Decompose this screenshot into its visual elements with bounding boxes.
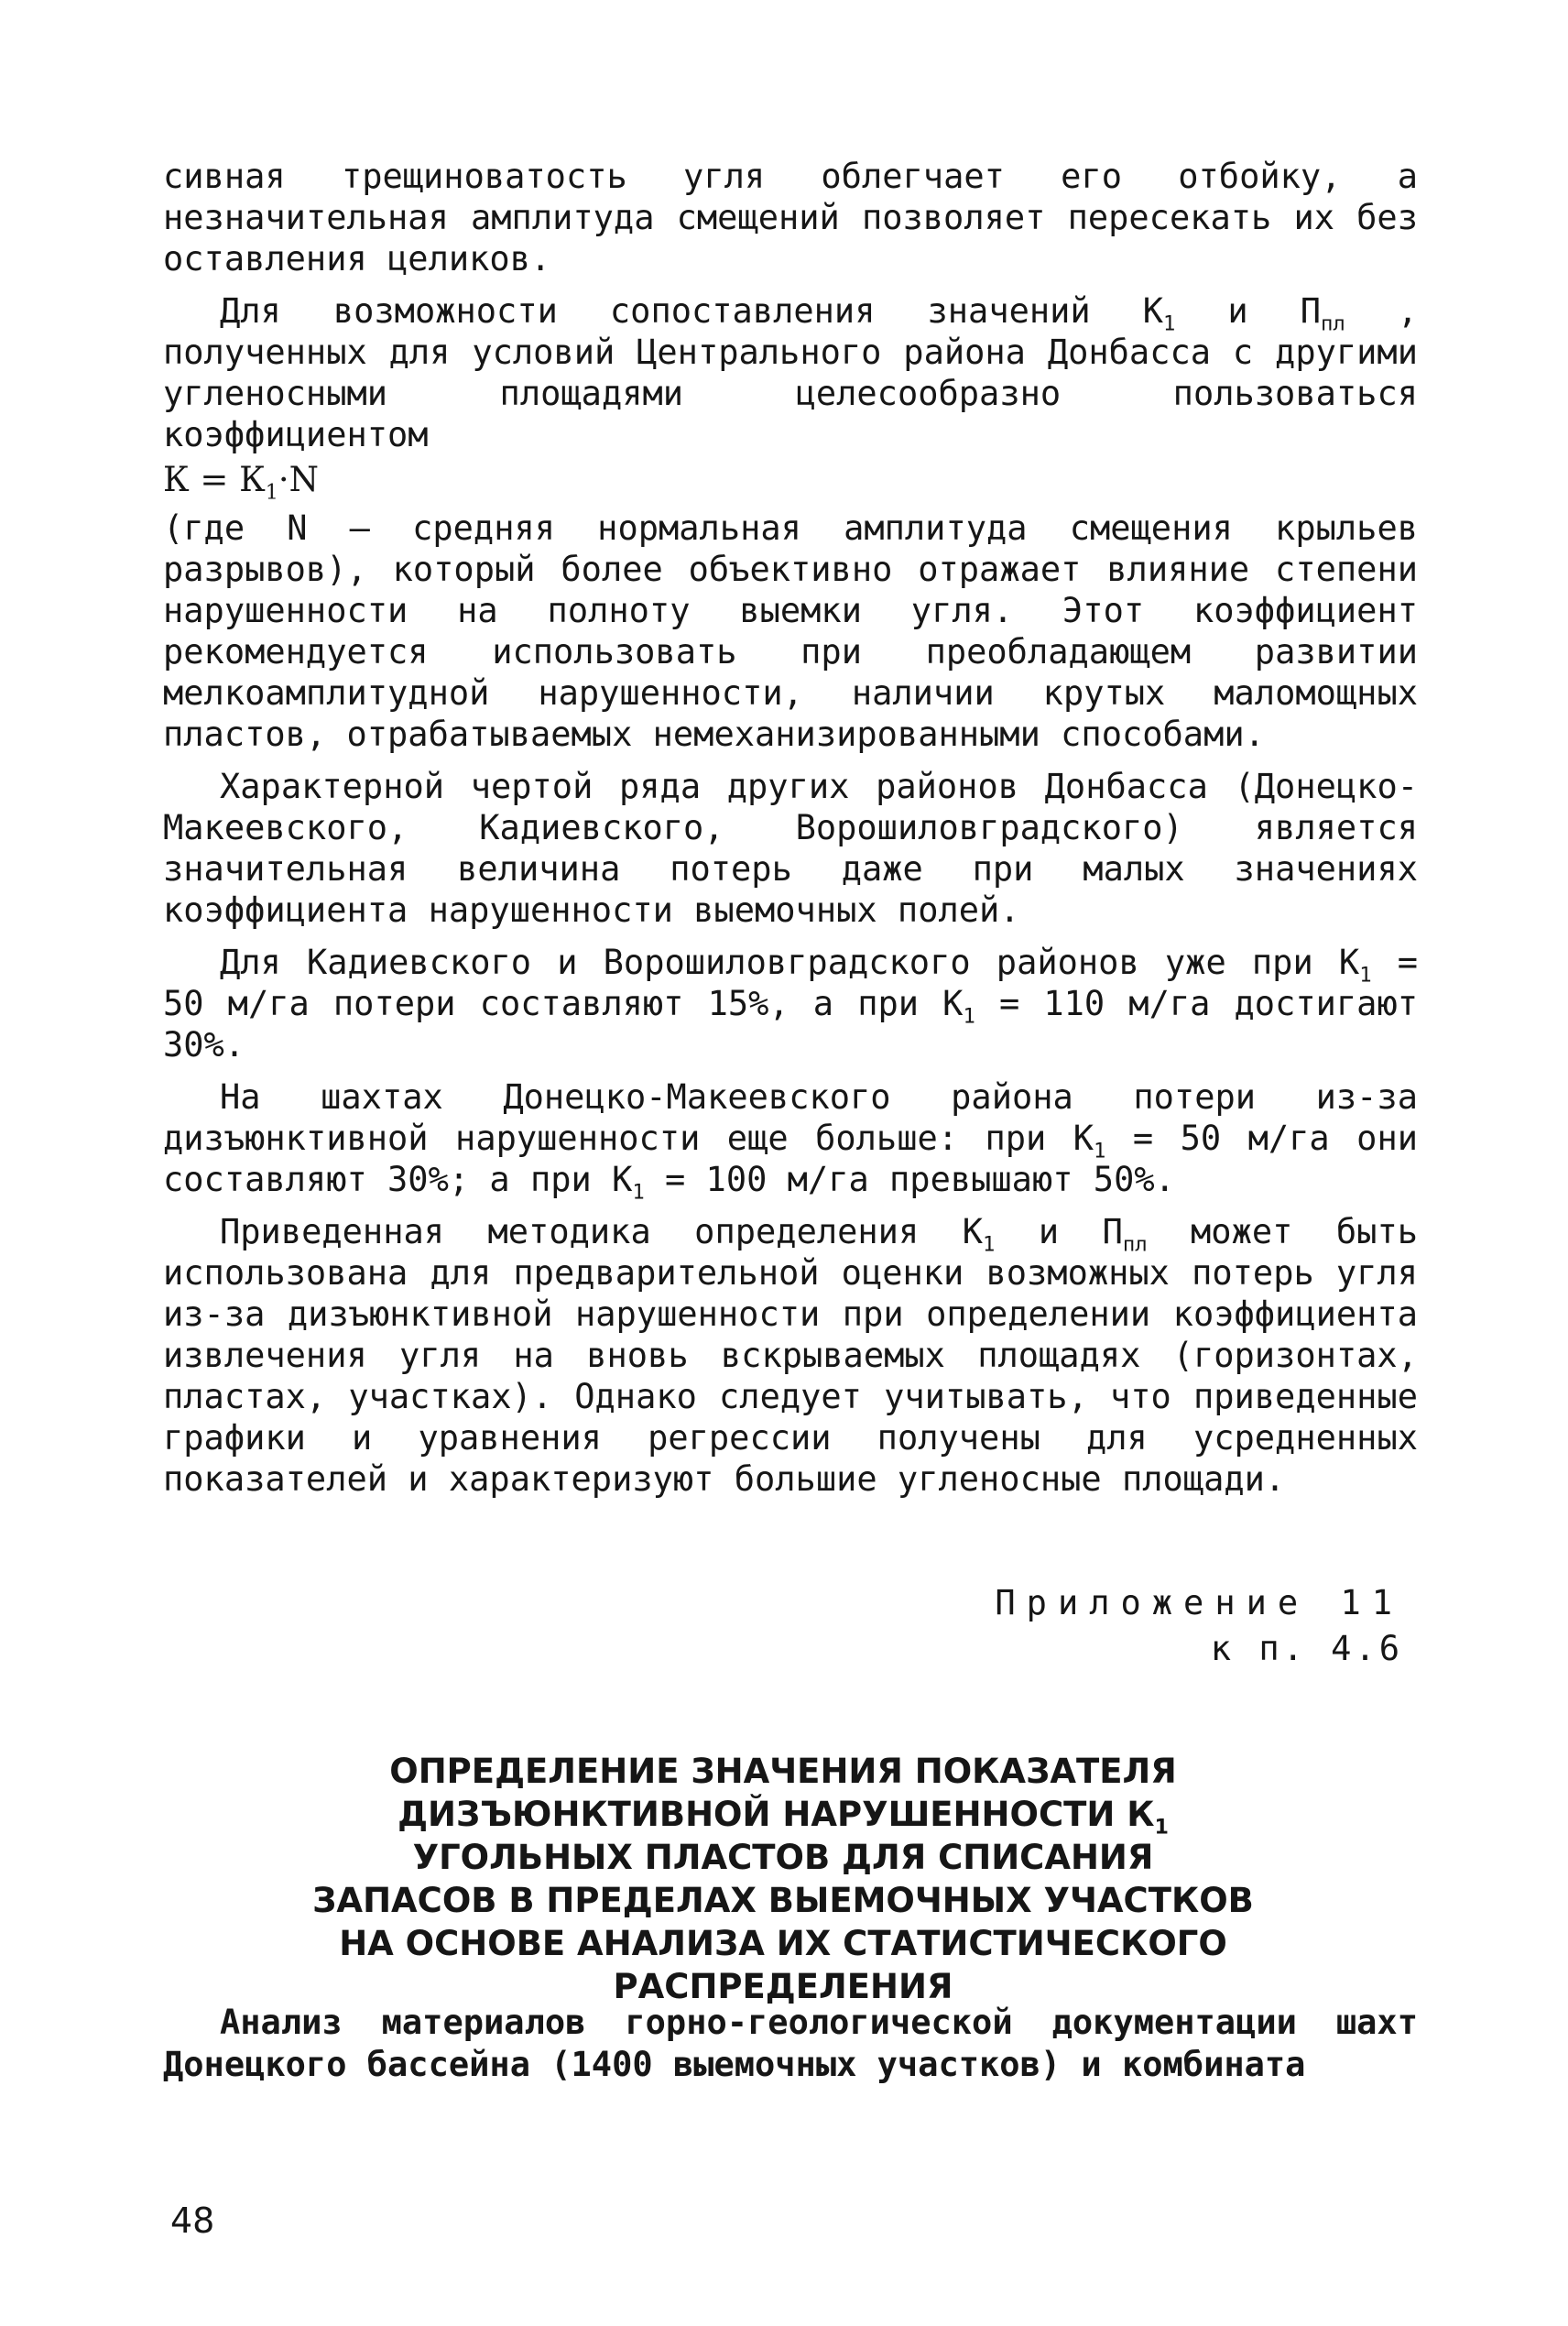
paragraph-6-sub-2: 1 bbox=[632, 1180, 645, 1205]
paragraph-6 bbox=[163, 1076, 1418, 1205]
paragraph-7-part-1: Приведенная методика определения К bbox=[220, 1212, 983, 1251]
paragraph-2-part-2: и П bbox=[1175, 291, 1321, 331]
formula-sub: 1 bbox=[265, 480, 278, 505]
heading-line-2-text: ДИЗЪЮНКТИВНОЙ НАРУШЕННОСТИ К bbox=[397, 1795, 1155, 1834]
formula bbox=[163, 459, 1418, 505]
paragraph-4: Характерной чертой ряда других районов Донбасса (Донецко-Макеевского, Кадиевского, Ворошиловградского) является значительная величина потерь даже при малых значениях коэффициента нарушенности выемочных полей. bbox=[163, 767, 1418, 930]
heading-line-2 bbox=[275, 1793, 1291, 1840]
paragraph-2-sub-1: 1 bbox=[1163, 311, 1176, 336]
appendix-title: Приложение 11 bbox=[995, 1583, 1403, 1622]
paragraph-7-part-3: может быть использована для предварительной оценки возможных потерь угля из-за дизъюнктивной нарушенности при определении коэффициента извлечения угля на вновь вскрываемых площадях (горизонтах, пластах, участках). Однако следует учитывать, что приведенные графики и уравнения регрессии получены для усредненных показателей и характеризуют большие угленосные площади. bbox=[163, 1212, 1418, 1499]
paragraph-5 bbox=[163, 942, 1418, 1065]
heading-line-5: НА ОСНОВЕ АНАЛИЗА ИХ СТАТИСТИЧЕСКОГО bbox=[339, 1924, 1227, 1963]
appendix-reference: к п. 4.6 bbox=[1210, 1629, 1403, 1668]
paragraph-7-sub-1: 1 bbox=[982, 1232, 996, 1257]
paragraph-2-sub-2: пл bbox=[1320, 311, 1345, 336]
paragraph-5-sub-2: 1 bbox=[963, 1004, 975, 1029]
paragraph-5-part-2: = 50 м/га потери составляют 15%, а при К bbox=[163, 943, 1418, 1023]
heading-line-1: ОПРЕДЕЛЕНИЕ ЗНАЧЕНИЯ ПОКАЗАТЕЛЯ bbox=[389, 1752, 1177, 1791]
heading-sub: 1 bbox=[1154, 1815, 1169, 1840]
formula-lhs: К = К bbox=[163, 460, 266, 499]
paragraph-6-sub-1: 1 bbox=[1094, 1139, 1106, 1163]
appendix-label bbox=[995, 1580, 1403, 1672]
paragraph-5-part-3: = 110 м/га достигают 30%. bbox=[163, 984, 1419, 1065]
paragraph-5-part-1: Для Кадиевского и Ворошиловградского районов уже при К bbox=[220, 943, 1360, 982]
formula-rhs: ·N bbox=[278, 460, 320, 499]
page-number: 48 bbox=[170, 2200, 215, 2241]
paragraph-2-part-3: , полученных для условий Центрального района Донбасса с другими угленосными площадями целесообразно пользоваться коэффициентом bbox=[163, 291, 1418, 454]
paragraph-6-part-3: = 100 м/га превышают 50%. bbox=[644, 1160, 1175, 1199]
paragraph-7-part-2: и П bbox=[995, 1212, 1123, 1251]
paragraph-2-part-1: Для возможности сопоставления значений К bbox=[220, 291, 1164, 331]
paragraph-8: Анализ материалов горно-геологической документации шахт Донецкого бассейна (1400 выемочных участков) и комбината bbox=[163, 2003, 1418, 2084]
paragraph-6-part-2: = 50 м/га они составляют 30%; а при К bbox=[163, 1119, 1418, 1199]
section-heading bbox=[275, 1750, 1291, 2008]
body-text bbox=[163, 156, 1418, 1500]
heading-line-4: ЗАПАСОВ В ПРЕДЕЛАХ ВЫЕМОЧНЫХ УЧАСТКОВ bbox=[312, 1881, 1254, 1920]
paragraph-6-part-1: На шахтах Донецко-Макеевского района потери из-за дизъюнктивной нарушенности еще больше: при К bbox=[163, 1077, 1418, 1158]
heading-line-6: РАСПРЕДЕЛЕНИЯ bbox=[613, 1967, 953, 2006]
paragraph-2 bbox=[163, 290, 1418, 455]
paragraph-5-sub-1: 1 bbox=[1359, 963, 1372, 988]
heading-line-3: УГОЛЬНЫХ ПЛАСТОВ ДЛЯ СПИСАНИЯ bbox=[412, 1838, 1154, 1877]
bottom-text bbox=[163, 2002, 1418, 2086]
paragraph-7 bbox=[163, 1211, 1418, 1500]
paragraph-3: (где N – средняя нормальная амплитуда смещения крыльев разрывов), который более объективно отражает влияние степени нарушенности на полноту выемки угля. Этот коэффициент рекомендуется использовать при преобладающем развитии мелкоамплитудной нарушенности, наличии крутых маломощных пластов, отрабатываемых немеханизированными способами. bbox=[163, 508, 1418, 754]
paragraph-1: сивная трещиноватость угля облегчает его отбойку, а незначительная амплитуда смещений позволяет пересекать их без оставления целиков. bbox=[163, 157, 1418, 278]
paragraph-7-sub-2: пл bbox=[1122, 1232, 1148, 1257]
